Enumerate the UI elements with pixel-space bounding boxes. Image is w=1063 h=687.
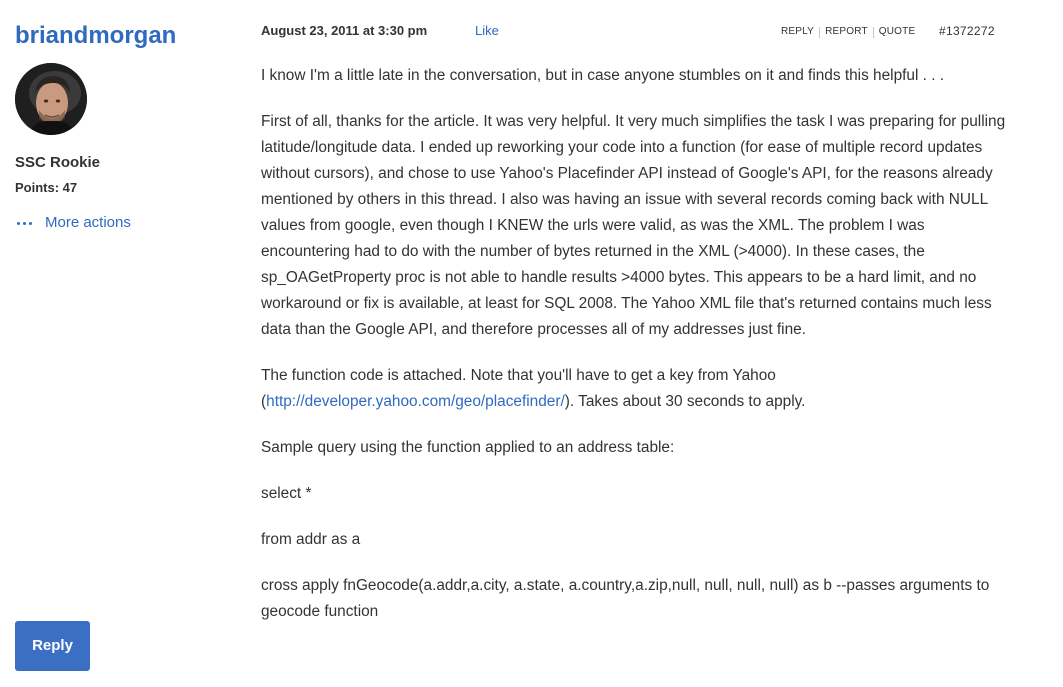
code-line: select * [261, 485, 312, 502]
ellipsis-icon [17, 222, 37, 225]
divider [873, 27, 874, 38]
more-actions-label: More actions [45, 214, 131, 231]
code-line: from addr as a [261, 531, 361, 548]
post-paragraph: Sample query using the function applied to an address table: [261, 439, 675, 456]
divider [819, 27, 820, 38]
code-line: cross apply fnGeocode(a.addr,a.city, a.state, a.country,a.zip,null, null, null, null) as b --passes arguments to geocode function [261, 577, 990, 620]
post-quote-link[interactable]: QUOTE [878, 26, 916, 37]
post-reply-link[interactable]: REPLY [781, 26, 815, 37]
post-report-link[interactable]: REPORT [825, 26, 868, 37]
post-body [261, 63, 1006, 645]
author-points: Points: 47 [15, 180, 78, 195]
post-actions [781, 25, 915, 39]
post-paragraph: First of all, thanks for the article. It was very helpful. It very much simplifies the task I was preparing for pulling latitude/longitude data. I ended up reworking your code into a function (for ease of multiple record updates without cursors), and chose to use Yahoo's Placefinder API instead of Google's API, for the reasons already mentioned by others in this thread. I also was having an issue with several records coming back with NULL values from google, even though I KNEW the urls were valid, as was the XML. The problem I was encountering had to do with the number of bytes returned in the XML (>4000). In these cases, the sp_OAGetProperty proc is not able to handle results >4000 bytes. This appears to be a hard limit, and no workaround or fix is available, at least for SQL 2008. The Yahoo XML file that's returned contains much less data than the Google API, and therefore processes all of my addresses just fine. [261, 113, 1006, 338]
author-avatar[interactable] [15, 63, 87, 135]
post-id-link[interactable]: #1372272 [939, 24, 995, 38]
more-actions-button[interactable] [15, 213, 131, 233]
function-note-text: ). Takes about 30 seconds to apply. [564, 393, 806, 410]
yahoo-placefinder-link[interactable]: http://developer.yahoo.com/geo/placefinder/ [266, 393, 565, 410]
post-paragraph: I know I'm a little late in the conversation, but in case anyone stumbles on it and finds this helpful . . . [261, 67, 945, 84]
post-paragraph-function-note [261, 363, 1006, 415]
like-link[interactable]: Like [475, 23, 499, 38]
author-rank: SSC Rookie [15, 154, 101, 171]
function-note-text: The function code is attached. Note that you'll have to get a key from Yahoo ( [261, 367, 776, 410]
reply-button[interactable]: Reply [15, 621, 90, 671]
author-username-link[interactable]: briandmorgan [15, 22, 177, 49]
post-header [261, 20, 1006, 42]
post-content [261, 0, 1006, 687]
author-panel [15, 0, 235, 687]
avatar-photo-icon [15, 63, 87, 135]
post-date: August 23, 2011 at 3:30 pm [261, 23, 428, 38]
